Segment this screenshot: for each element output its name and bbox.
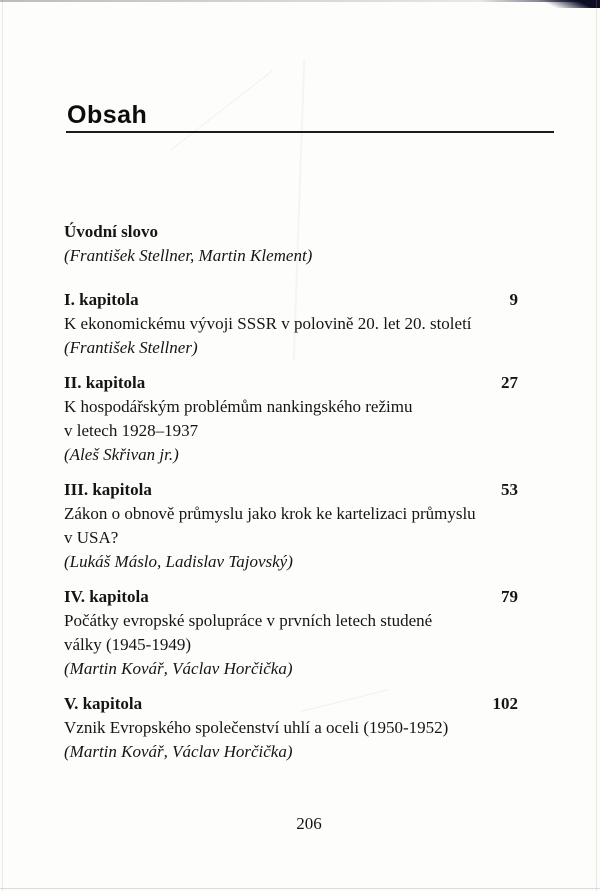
scan-left-edge [2,0,3,891]
toc-entry-head [64,288,518,312]
toc-entry-head [64,478,518,502]
toc-entry-head [64,220,518,244]
chapter-subtitle [64,502,518,550]
chapter-subtitle [64,609,518,657]
toc-entry [64,371,518,467]
chapter-title: V. kapitola [64,694,143,713]
chapter-authors: (Lukáš Máslo, Ladislav Tajovský) [64,552,293,571]
toc-entry [64,478,518,574]
chapter-title: II. kapitola [64,373,146,392]
chapter-title: IV. kapitola [64,587,149,606]
chapter-page-number: 79 [501,587,518,606]
chapter-page-number: 53 [501,480,518,499]
toc [64,220,518,775]
chapter-title: III. kapitola [64,480,152,499]
scan-top-edge [0,0,600,2]
toc-entry [64,692,518,764]
chapter-subtitle [64,716,518,740]
chapter-title: Úvodní slovo [64,222,158,241]
scan-right-edge [596,0,597,891]
page-number: 206 [296,814,322,833]
scan-bottom-edge [0,888,600,889]
heading-divider [66,131,554,133]
page-title: Obsah [67,101,148,129]
chapter-authors: (Martin Kovář, Václav Horčička) [64,742,293,761]
chapter-subtitle-line: Vznik Evropského společenství uhlí a oceli (1950-1952) [64,718,449,737]
chapter-subtitle-line: K hospodářským problémům nankingského režimu [64,397,413,416]
chapter-subtitle-line: v letech 1928–1937 [64,421,199,440]
toc-entry [64,288,518,360]
toc-entry-head [64,371,518,395]
scan-corner-shadow [532,0,600,8]
chapter-authors: (František Stellner, Martin Klement) [64,246,313,265]
chapter-subtitle-line: války (1945-1949) [64,635,192,654]
toc-entry [64,585,518,681]
chapter-subtitle [64,312,518,336]
toc-entry-head [64,585,518,609]
chapter-authors: (František Stellner) [64,338,198,357]
toc-entry [64,220,518,268]
chapter-subtitle [64,395,518,443]
chapter-subtitle-line: Počátky evropské spolupráce v prvních letech studené [64,611,433,630]
chapter-title: I. kapitola [64,290,139,309]
chapter-page-number: 27 [501,373,518,392]
scan-crease [170,70,273,151]
chapter-subtitle-line: Zákon o obnově průmyslu jako krok ke kartelizaci průmyslu [64,504,476,523]
chapter-authors: (Aleš Skřivan jr.) [64,445,179,464]
chapter-subtitle-line: v USA? [64,528,119,547]
toc-entry-head [64,692,518,716]
chapter-page-number: 9 [509,290,518,309]
chapter-authors: (Martin Kovář, Václav Horčička) [64,659,293,678]
chapter-subtitle-line: K ekonomickému vývoji SSSR v polovině 20. let 20. století [64,314,472,333]
chapter-page-number: 102 [492,694,518,713]
